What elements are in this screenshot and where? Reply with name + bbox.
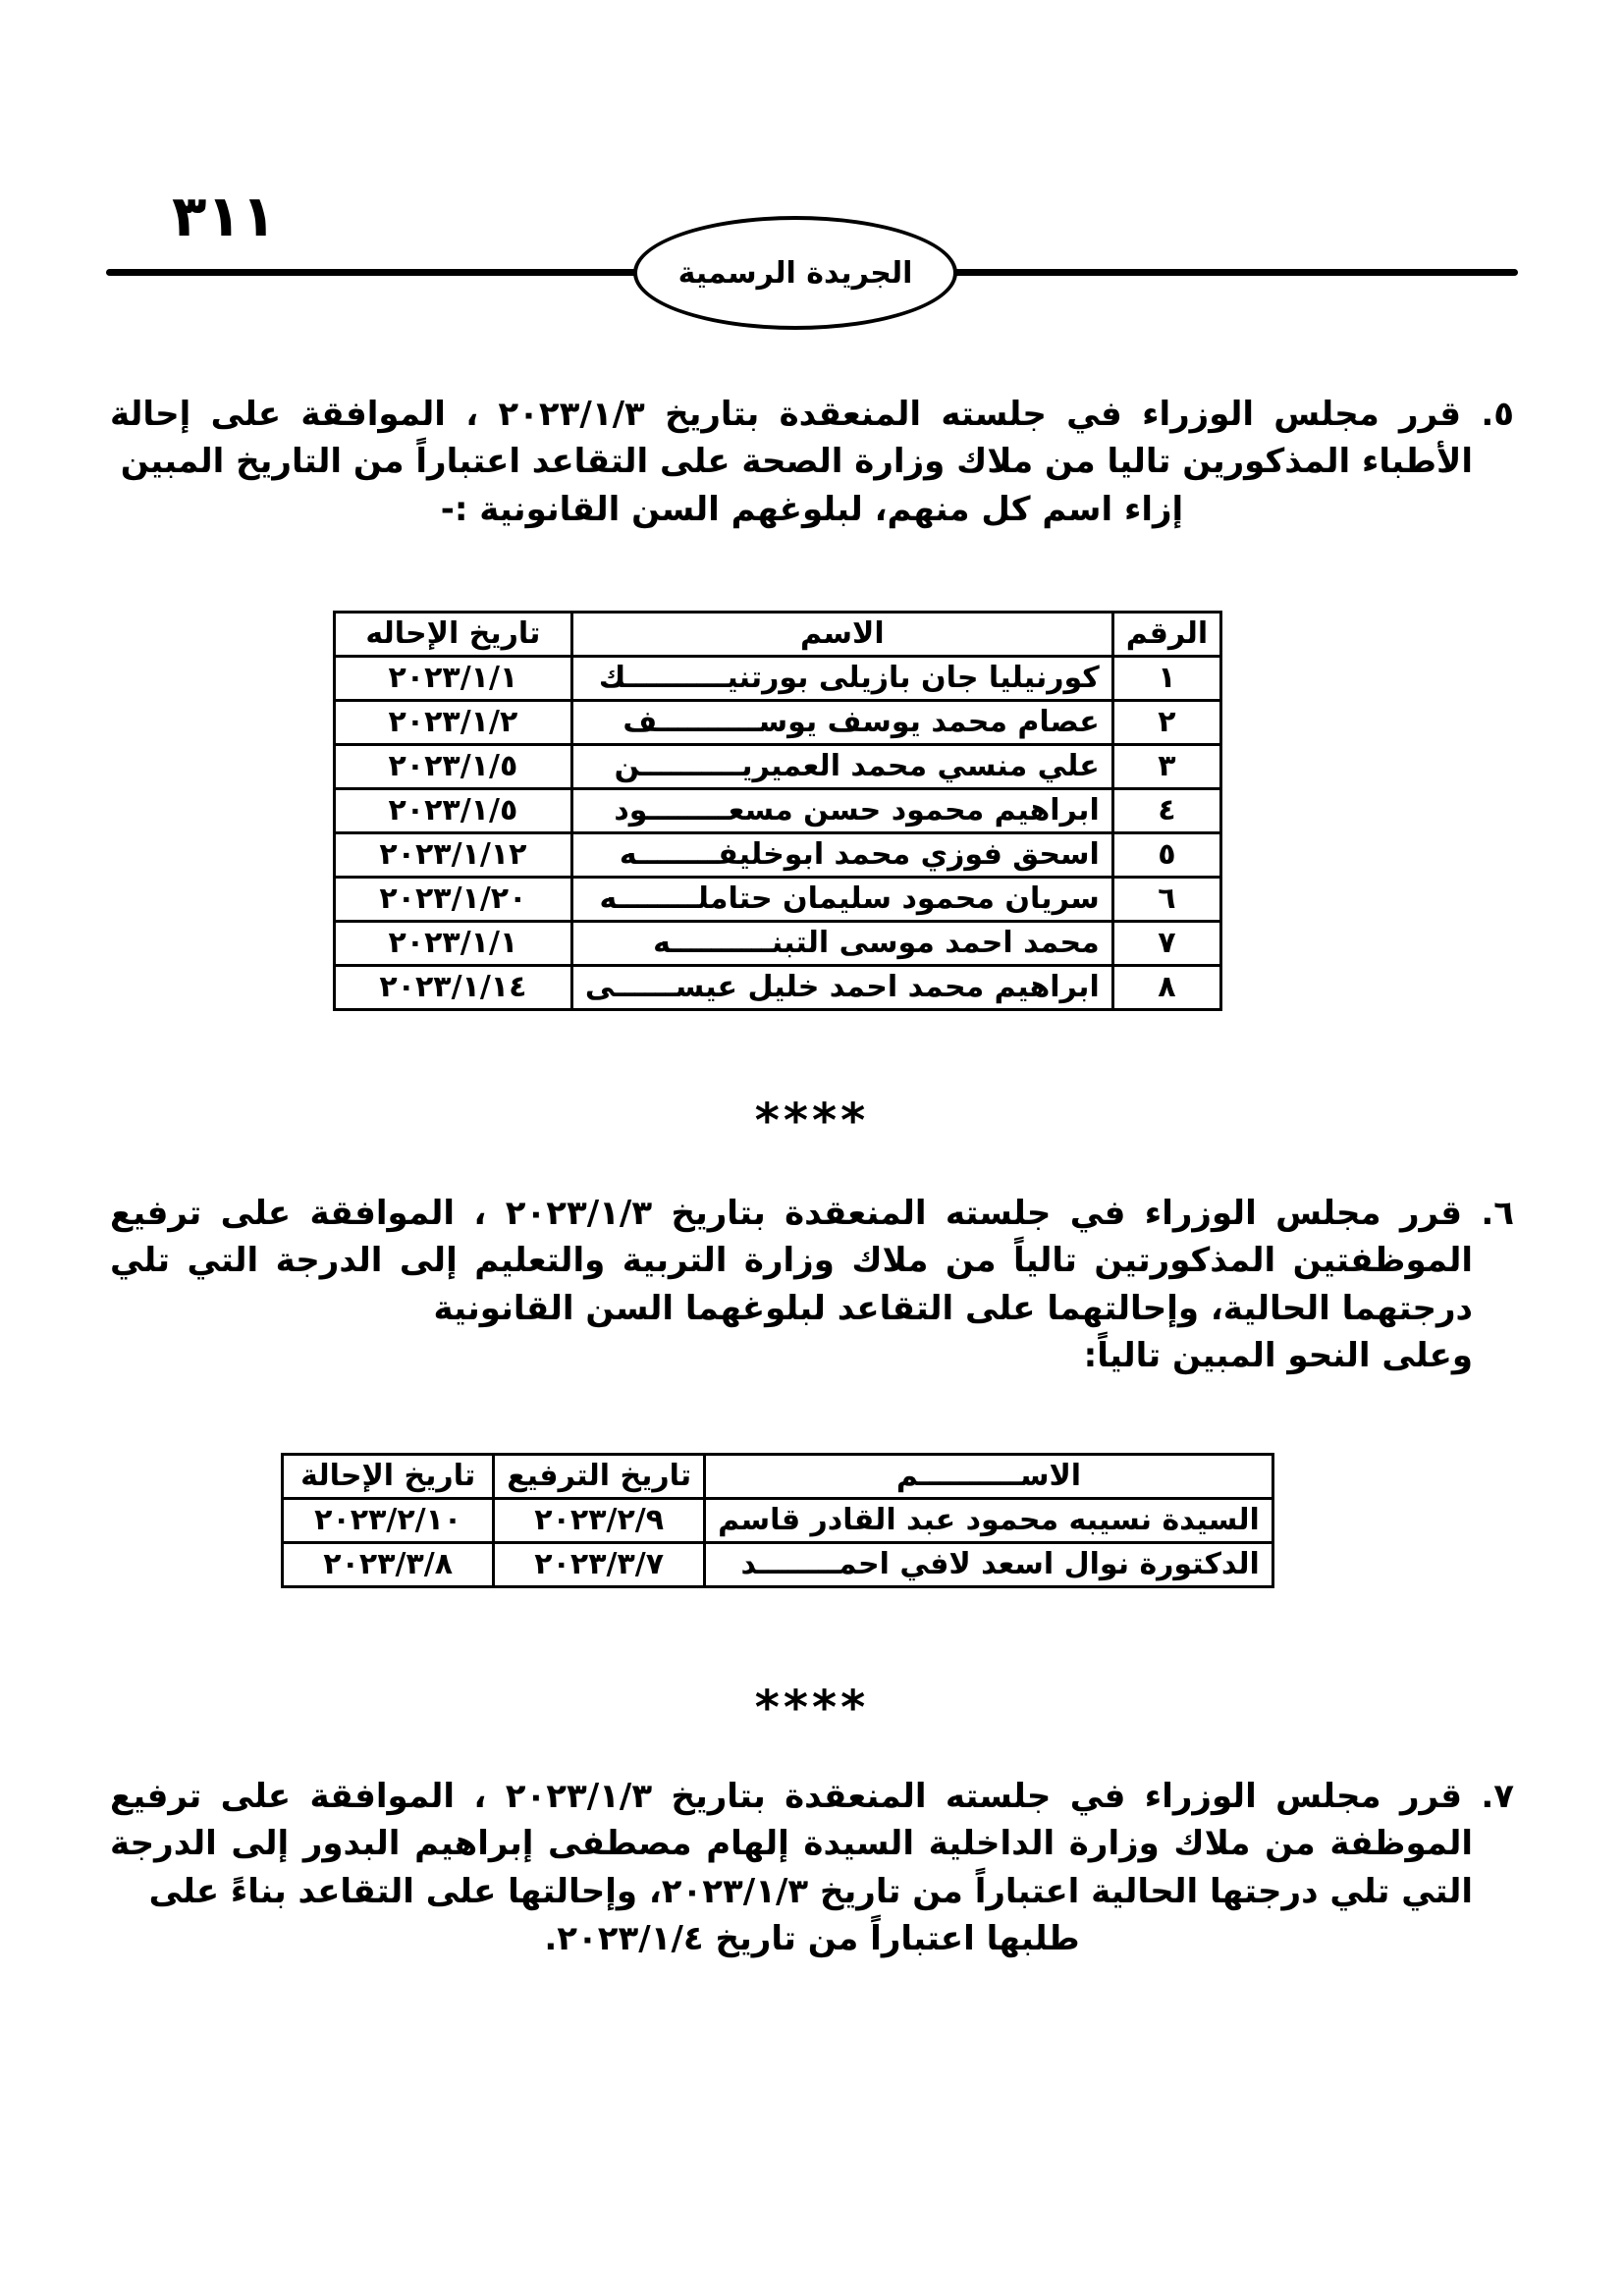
decision-7-tail: طلبها اعتباراً من تاريخ ٢٠٢٣/١/٤.: [544, 1918, 1080, 1958]
table-header-row: [334, 613, 1220, 657]
cell-referral-date: ٢٠٢٣/٣/٨: [283, 1543, 494, 1587]
masthead-oval: [633, 216, 957, 330]
decision-6-tail: وعلى النحو المبين تالياً:: [1083, 1335, 1473, 1375]
cell-number: ٨: [1112, 966, 1220, 1010]
table-row: [334, 657, 1220, 701]
cell-referral-date: ٢٠٢٣/١/١: [334, 657, 571, 701]
cell-name: ابراهيم محمد احمد خليل عيســــــى: [571, 966, 1112, 1010]
cell-number: ٣: [1112, 745, 1220, 789]
cell-referral-date: ٢٠٢٣/١/٢٠: [334, 878, 571, 922]
cell-referral-date: ٢٠٢٣/١/٢: [334, 701, 571, 745]
col-header-referral-date: تاريخ الإحاله: [334, 613, 571, 657]
decision-6-section: [0, 1190, 1624, 1379]
table-row: [334, 878, 1220, 922]
stars-separator-2: ****: [754, 1681, 870, 1735]
cell-employee-name: الدكتورة نوال اسعد لافي احمــــــــد: [705, 1543, 1273, 1587]
gazette-title: الجريدة الرسمية: [677, 255, 913, 291]
cell-referral-date: ٢٠٢٣/٢/١٠: [283, 1499, 494, 1543]
cell-referral-date: ٢٠٢٣/١/٥: [334, 789, 571, 833]
cell-name: علي منسي محمد العميريــــــــــن: [571, 745, 1112, 789]
col-header-number: الرقم: [1112, 613, 1220, 657]
stars-separator-1: ****: [754, 1094, 870, 1148]
decision-6-body: ٦. قرر مجلس الوزراء في جلسته المنعقدة بتاريخ ٢٠٢٣/١/٣ ، الموافقة على ترفيع الموظفتين المذكورتين تالياً من ملاك وزارة التربية والتعليم إلى الدرجة التي تلي درجتهما الحالية، وإحالتهما على التقاعد لبلوغهما السن القانونية: [110, 1194, 1515, 1328]
decision-5-body: ٥. قرر مجلس الوزراء في جلسته المنعقدة بتاريخ ٢٠٢٣/١/٣ ، الموافقة على إحالة الأطباء المذكورين تاليا من ملاك وزارة الصحة على التقاعد اعتباراً من التاريخ المبين: [110, 395, 1515, 482]
cell-number: ٢: [1112, 701, 1220, 745]
table-row: [334, 701, 1220, 745]
cell-name: سريان محمود سليمان حتاملــــــــه: [571, 878, 1112, 922]
table-row: [334, 789, 1220, 833]
employees-promotion-table-wrap: [0, 1453, 1624, 1588]
cell-number: ٥: [1112, 833, 1220, 878]
table-header-row: [283, 1455, 1273, 1499]
cell-employee-name: السيدة نسيبه محمود عبد القادر قاسم: [705, 1499, 1273, 1543]
employees-promotion-table: [281, 1453, 1274, 1588]
cell-number: ١: [1112, 657, 1220, 701]
col-header-referral-date: تاريخ الإحالة: [283, 1455, 494, 1499]
cell-name: اسحق فوزي محمد ابوخليفــــــــه: [571, 833, 1112, 878]
cell-referral-date: ٢٠٢٣/١/٥: [334, 745, 571, 789]
cell-referral-date: ٢٠٢٣/١/١٢: [334, 833, 571, 878]
col-header-promotion-date: تاريخ الترفيع: [494, 1455, 705, 1499]
decision-7-section: [0, 1773, 1624, 1962]
cell-promotion-date: ٢٠٢٣/٣/٧: [494, 1543, 705, 1587]
table-row: [334, 833, 1220, 878]
col-header-employee-name: الاســــــــــم: [705, 1455, 1273, 1499]
table-row: [334, 745, 1220, 789]
doctors-retirement-table-wrap: [0, 611, 1624, 1011]
table-row: [334, 922, 1220, 966]
cell-referral-date: ٢٠٢٣/١/١٤: [334, 966, 571, 1010]
cell-referral-date: ٢٠٢٣/١/١: [334, 922, 571, 966]
decision-5-tail: إزاء اسم كل منهم، لبلوغهم السن القانونية :-: [440, 489, 1184, 529]
cell-name: محمد احمد موسى التبنــــــــــه: [571, 922, 1112, 966]
col-header-name: الاسم: [571, 613, 1112, 657]
page-number: ٣١١: [172, 183, 277, 249]
table-row: [334, 966, 1220, 1010]
doctors-retirement-table: [333, 611, 1222, 1011]
cell-promotion-date: ٢٠٢٣/٢/٩: [494, 1499, 705, 1543]
table-row: [283, 1543, 1273, 1587]
cell-name: ابراهيم محمود حسن مسعــــــــود: [571, 789, 1112, 833]
cell-name: عصام محمد يوسف يوســــــــــف: [571, 701, 1112, 745]
cell-name: كورنيليا جان بازيلى بورتنيــــــــــك: [571, 657, 1112, 701]
decision-7-body: ٧. قرر مجلس الوزراء في جلسته المنعقدة بتاريخ ٢٠٢٣/١/٣ ، الموافقة على ترفيع الموظفة من ملاك وزارة الداخلية السيدة إلهام مصطفى إبراهيم البدور إلى الدرجة التي تلي درجتها الحالية اعتباراً من تاريخ ٢٠٢٣/١/٣، وإحالتها على التقاعد بناءً على: [110, 1777, 1515, 1911]
cell-number: ٦: [1112, 878, 1220, 922]
cell-number: ٧: [1112, 922, 1220, 966]
decision-5-section: [0, 391, 1624, 533]
table-row: [283, 1499, 1273, 1543]
cell-number: ٤: [1112, 789, 1220, 833]
